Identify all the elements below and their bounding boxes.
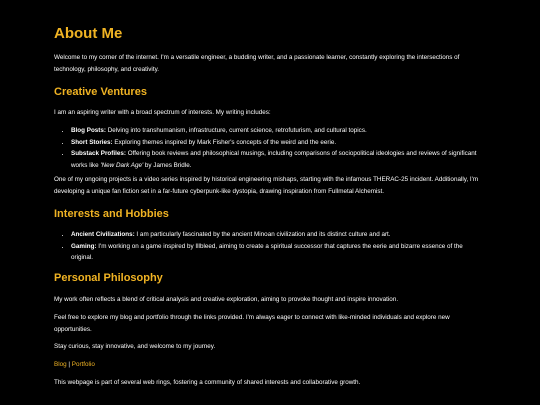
creative-lead-paragraph: I am an aspiring writer with a broad spectrum of interests. My writing includes: [54, 109, 271, 116]
list-item-label: Short Stories: [71, 138, 113, 146]
list-item [71, 137, 486, 149]
footer-paragraph: This webpage is part of several web rings, fostering a community of shared interests and collaborative growth. [54, 379, 361, 386]
list-item-text: I'm working on a game inspired by Illbleed, aiming to create a spiritual successor that captures the eerie and bizarre essence of the original. [71, 242, 463, 261]
list-item-label: Gaming: [71, 242, 97, 250]
list-item [71, 148, 486, 171]
philosophy-heading: Personal Philosophy [54, 272, 163, 284]
portfolio-link[interactable]: Portfolio [71, 361, 95, 368]
list-item-text: Offering book reviews and philosophical musings, including comparisons of sociopolitical ideologies and reviews of significant works like [71, 150, 477, 169]
blog-link[interactable]: Blog [54, 361, 67, 368]
list-item-text-tail: by James Bridle. [143, 161, 192, 169]
list-item-label: Blog Posts: [71, 127, 106, 134]
list-item [71, 241, 486, 264]
list-item-label: Ancient Civilizations: [71, 231, 135, 238]
projects-paragraph: One of my ongoing projects is a video series inspired by historical engineering mishaps, starting with the infamous THERAC-25 incident. Additionally, I'm developing a unique fan fiction set in a far-future cyberpunk-like dystopia, drawing inspiration from Fullmetal Alchemist. [54, 176, 479, 195]
list-item-text: Delving into transhumanism, infrastructure, current science, retrofuturism, and cultural topics. [105, 127, 367, 134]
book-title: 'New Dark Age' [100, 161, 144, 169]
creative-ventures-heading: Creative Ventures [54, 86, 147, 98]
links-line [54, 359, 486, 371]
philosophy-paragraph-2: Feel free to explore my blog and portfolio through the links provided. I'm always eager to connect with like-minded individuals and explore new opportunities. [54, 314, 450, 333]
list-item-text: I am particularly fascinated by the ancient Minoan civilization and its distinct culture and art. [134, 231, 391, 238]
link-separator: | [66, 361, 72, 368]
philosophy-paragraph-1: My work often reflects a blend of critical analysis and creative exploration, aiming to provoke thought and inspire innovation. [54, 296, 399, 303]
writing-list [54, 125, 486, 171]
interests-list [54, 229, 486, 264]
closing-paragraph: Stay curious, stay innovative, and welcome to my journey. [54, 343, 216, 350]
list-item [71, 229, 486, 241]
intro-paragraph: Welcome to my corner of the internet. I'm a versatile engineer, a budding writer, and a passionate learner, constantly exploring the intersections of technology, philosophy, and creativity. [54, 54, 460, 73]
list-item-label: Substack Profiles: [71, 150, 126, 157]
list-item [71, 125, 486, 137]
interests-heading: Interests and Hobbies [54, 208, 169, 220]
page-title: About Me [54, 25, 123, 42]
list-item-text: Exploring themes inspired by Mark Fisher's concepts of the weird and the eerie. [112, 138, 337, 146]
